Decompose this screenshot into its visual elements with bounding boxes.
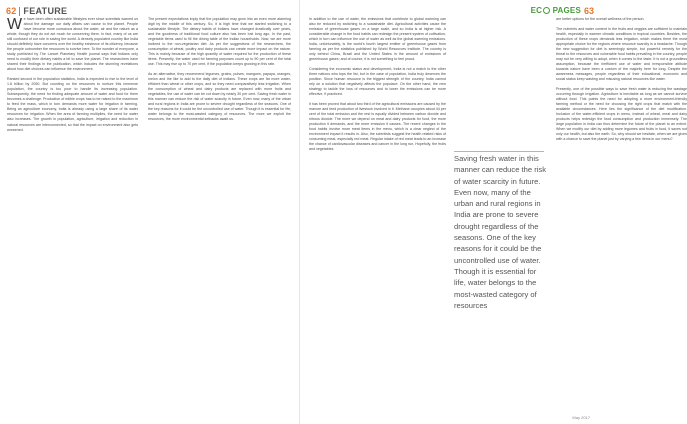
pullquote: Saving fresh water in this manner can reduce the risk of water scarcity in future. Even now, many of the urban and rural regions in India are prone to severe drought regardless of the seasons. One of the key reasons for it could be the uncontrolled use of water. Though it is essential for life, water belongs to the most-wasted category of resources [454,154,547,310]
section-label: FEATURE [23,6,68,16]
article-column-1 [7,17,138,137]
paragraph-3: The present expectations imply that the population may grow into an even more alarming digit by the middle of this century. So, it is high time that we started switching to a sustainable lifestyle. The dietary habits of Indians have changed drastically over years, and the goodness of traditional food culture also has been lost long ago. In the past, vegetable items used to fill the dining table of the Indian households. Now, we are more inclined to the non-vegetarian diet. As per the suggestions of the researchers, the consumption of wheat, poultry and dairy products can create more impact on the nature. This is mainly because of the high quantity of water required for the production of these items. Presently, the water used for farming purposes count up to 90 per cent of the total use. This may rise up to 70 per cent, if the population keeps growing in this rate. [148,17,291,67]
pullquote-rule [454,151,544,152]
article-column-4 [556,17,687,147]
page-header-right [531,4,594,17]
header-divider [19,7,20,16]
paragraph-5: In addition to the use of water, the emissions that contribute to global warming can also be reduced by switching to a sustainable diet. Agricultural activities cause the emission of greenhouse gases on a large scale, and so India is at higher risk. A considerable change in the food habits can redesign the present system of cultivation, which in turn can influence the use of water as well as the global warming emissions. India, unfortunately, is the world's fourth largest emitter of greenhouse gases from farming as per the statistics published by World Resources Institute. The country is only behind China, Brazil and the United States in the amount of emissions of greenhouse gases; and of course, it is not something to feel proud. [309,17,446,62]
paragraph-10: Presently, one of the possible ways to save fresh water is reducing the wastage occurring through irrigation. Agriculture is inevitable as long as we cannot survive without food. This points the need for adopting a more environment-friendly farming method or the need for choosing the right crops that match with the available circumstances. Here lies the significance of the diet modification. Inclusion of the water-efficient crops in menu, instead of wheat, meat and dairy products helps redesign the food consumption and production immensely. The large population in India can thus determine the future of the planet to an extent. When we modify our diet by adding more legumes and fruits in food, it saves not only our health, but also the earth. So, why should we hesitate, when we are given with a chance to save the planet just by varying a few items in our menu? [556,86,687,142]
paragraph-2: Ranked second in the population statistics, India is expected to rise to the level of 1.6 billion by 2050. But counting on the resources to nurture this immense population, the country is too poor to handle its increasing population. Subsequently, the need for finding adequate amount of water and food for them becomes a challenge. Production of edible crops has to be raised to the maximum to feed the mass, which in turn demands more water for irrigation in farming. Being an agriculture economy, India is already using a large share of its water resources for irrigation. When the area of farming multiplies, the need for water also increases. The growth in population, agriculture, irrigation and reduction in natural resources are interconnected, so that the impact on environment also gets worsened. [7,77,138,132]
right-page [300,0,687,424]
paragraph-9: The nutrients and water content in the fruits and veggies are sufficient to maintain health, especially in warmer climatic conditions in tropical countries. Besides, the production of these crops demands less irrigation, which makes them the most appropriate choice for the regions where resource scarcity is a headache. Though the new suggestion for diet is seemingly simple, but powerful remedy for the threat to the resources and vulnerable food habits prevailing in the country, people may not be very willing to adopt, when it comes to the taste. It is not a groundless assumption, because the inefficient use of water and irresponsible attitude towards nature have been a custom of the majority here for long. Despite the awareness messages, people regardless of their educational, economic and social status keep wasting and misusing natural resources like water. [556,26,687,82]
left-page [0,0,300,424]
page-number-left: 62 [6,6,17,16]
drop-cap: W [7,15,23,33]
brand-logo: EC PAGES [530,6,581,15]
paragraph-1: We have been often sustainable lifestyles ever since scientists warned us about the damage our daily affairs can cause to the planet. People have become more conscious about the water, air and the nature as a whole, though they do not act much for conserving them. In fact, many of us are still confused of our role in saving the world. A densely populated country like India should definitely have concerns over the healthy existence of its citizenry, because the people outnumber the resources to survive here. To the wonder of everyone, a study published by The Lancet Planetary Health journal says that Indians only need to modify their dietary habits a bit to save the planet. The researchers have shared their findings in the publication, which includes the stunning revelations about how diet choices can influence the environment. [7,15,138,72]
paragraph-8: are better options for the overall wellness of the person. [556,17,645,21]
page-number-right: 63 [583,5,594,16]
article-column-2 [148,17,291,127]
brand-o-icon [543,7,550,14]
article-column-3 [309,17,446,157]
paragraph-7: It has been proved that about two third of the agricultural emissions are caused by the manure and feed production of livestock involved in it. Methane occupies about 44 per cent of the total emission and the rest is equally divided between carbon dioxide and nitrous dioxide. The more we depend on meat and dairy products for food, the more production it demands, and the more emission it causes. The recent changes in the food habits involve more meat items in the menu, which is a clear neglect of the environment impact it results in. Also, the scientists suggest the health related risks of consuming meat, especially red meat. Regular intake of red meat leads to an increase the chance of cardiovascular diseases and cancer in the long run. Hopefully, the fruits and vegetables [309,101,446,152]
paragraph-6: Considering the economic status and development, India is not a match to the other three nations who tops the list, but in the case of population, India truly deserves the position. Since human resource is the biggest strength of the country, India cannot rely on a solution that negatively affects the populace. On the other hand, the new strategy to tackle the loss of resources and to lower the emissions can be more effective, if practiced. [309,67,446,97]
paragraph-4: As an alternative, they recommend legumes, grains, pulses, mangoes, papaya, oranges, melon and the like to add to the daily diet of Indians. These crops are far more water-efficient than wheat or other crops, and so they need comparatively less irrigation. When the consumption of wheat and dairy products are replaced with more fruits and vegetables, the use of water can be cut down by nearly 30 per cent. Saving fresh water in this manner can reduce the risk of water scarcity in future. Even now, many of the urban and rural regions in India are prone to severe drought regardless of the seasons. One of the key reasons for it could be the uncontrolled use of water. Though it is essential for life, water belongs to the most-wasted category of resources. The more we exploit the resources, the more environmental setbacks await us. [148,72,291,122]
issue-date: May 2017 [572,415,590,420]
